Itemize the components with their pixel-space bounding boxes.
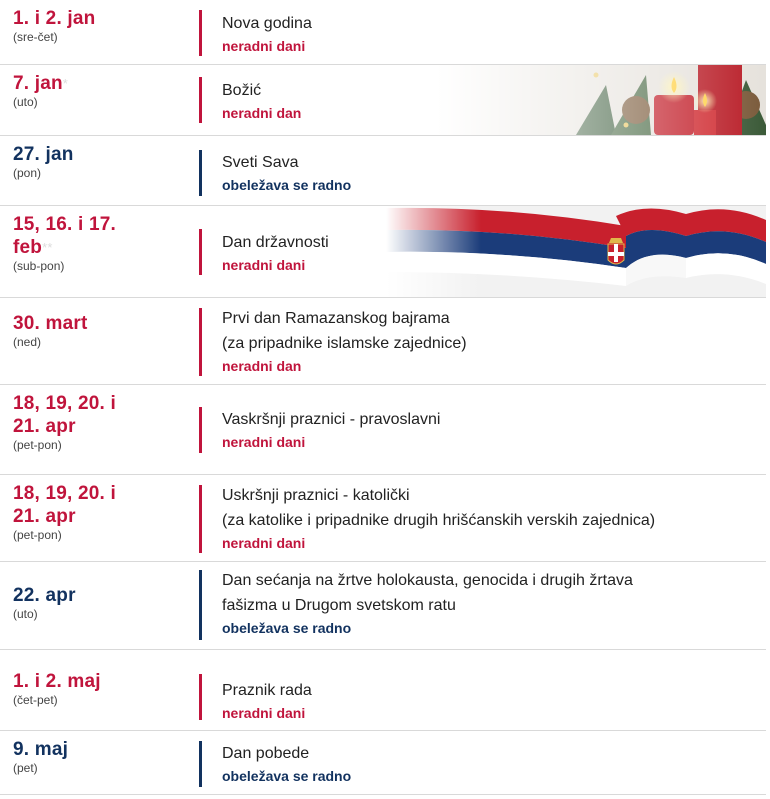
holiday-date: 27. jan (13, 144, 74, 165)
holiday-info (222, 78, 756, 122)
holiday-date-line2: 21. apr (13, 506, 76, 527)
holiday-info (222, 306, 756, 375)
holiday-info (222, 230, 756, 274)
holiday-date-block (13, 482, 188, 542)
holiday-date-block (13, 213, 188, 273)
footnote-mark: * (62, 76, 69, 91)
holiday-name-line1: Uskršnji praznici - katolički (222, 487, 410, 504)
holiday-date (13, 72, 188, 95)
holiday-weekday: (pon) (13, 166, 42, 180)
holiday-info (222, 483, 756, 552)
holiday-name-line1: Dan sećanja na žrtve holokausta, genocida i drugih žrtava (222, 572, 633, 589)
holiday-row-statehood-day (0, 206, 766, 298)
holiday-weekday: (uto) (13, 607, 38, 621)
holiday-date: 9. maj (13, 739, 69, 760)
holiday-status: neradni dani (222, 434, 306, 450)
holiday-status: neradni dani (222, 705, 306, 721)
status-bar (199, 229, 202, 275)
status-bar (199, 10, 202, 56)
holiday-date-line2 (13, 236, 188, 259)
holiday-date-line2: 21. apr (13, 416, 76, 437)
holiday-date-text: 7. jan (13, 73, 63, 94)
holiday-name: Vaskršnji praznici - pravoslavni (222, 411, 441, 428)
holiday-date: 22. apr (13, 585, 76, 606)
holiday-status: obeležava se radno (222, 177, 352, 193)
holiday-weekday: (ned) (13, 335, 42, 349)
holiday-date: 30. mart (13, 313, 88, 334)
holiday-date: 1. i 2. jan (13, 8, 96, 29)
holiday-weekday: (sub-pon) (13, 259, 65, 273)
holiday-name-line2: (za katolike i pripadnike drugih hrišćanskih verskih zajednica) (222, 512, 656, 529)
holiday-weekday: (pet-pon) (13, 438, 62, 452)
holiday-name: Dan pobede (222, 745, 310, 762)
status-bar (199, 407, 202, 453)
holiday-name-line2: fašizma u Drugom svetskom ratu (222, 597, 456, 614)
holiday-name: Božić (222, 82, 262, 99)
holiday-info (222, 568, 756, 637)
holiday-status: obeležava se radno (222, 620, 352, 636)
holiday-name: Dan državnosti (222, 234, 329, 251)
holiday-date-block (13, 143, 188, 180)
holiday-weekday: (čet-pet) (13, 693, 58, 707)
footnote-mark: ** (42, 240, 53, 255)
holiday-status: neradni dan (222, 358, 302, 374)
holiday-row-new-year (0, 0, 766, 65)
holiday-name: Praznik rada (222, 682, 312, 699)
holiday-status: obeležava se radno (222, 768, 352, 784)
holiday-row-labour-day (0, 650, 766, 731)
status-bar (199, 485, 202, 553)
holiday-status: neradni dani (222, 257, 306, 273)
holiday-row-victory-day (0, 731, 766, 795)
status-bar (199, 77, 202, 123)
holiday-date-line1: 15, 16. i 17. (13, 214, 116, 235)
holiday-row-saint-sava (0, 136, 766, 206)
holiday-row-christmas (0, 65, 766, 136)
holiday-info (222, 11, 756, 55)
holiday-info (222, 678, 756, 722)
holiday-date-line1: 18, 19, 20. i (13, 393, 116, 414)
status-bar (199, 308, 202, 376)
holiday-name: Sveti Sava (222, 154, 299, 171)
holiday-date-block (13, 7, 188, 44)
holiday-status: neradni dan (222, 105, 302, 121)
holiday-date: 1. i 2. maj (13, 671, 101, 692)
holiday-weekday: (pet) (13, 761, 38, 775)
holiday-row-catholic-easter (0, 475, 766, 562)
holiday-weekday: (pet-pon) (13, 528, 62, 542)
holiday-date-text: feb (13, 237, 43, 258)
holiday-row-holocaust-remembrance (0, 562, 766, 650)
holiday-info (222, 741, 756, 785)
holiday-row-ramadan-bayram (0, 298, 766, 385)
status-bar (199, 741, 202, 787)
holiday-date-block (13, 72, 188, 109)
holiday-status: neradni dani (222, 38, 306, 54)
holiday-name-line1: Prvi dan Ramazanskog bajrama (222, 310, 450, 327)
holiday-date-block (13, 738, 188, 775)
holiday-date-block (13, 670, 188, 707)
status-bar (199, 150, 202, 196)
holiday-date-block (13, 312, 188, 349)
holiday-info (222, 150, 756, 194)
holiday-name-line2: (za pripadnike islamske zajednice) (222, 335, 467, 352)
holiday-date-line1: 18, 19, 20. i (13, 483, 116, 504)
holiday-name: Nova godina (222, 15, 312, 32)
holiday-weekday: (uto) (13, 95, 38, 109)
holiday-row-orthodox-easter (0, 385, 766, 475)
holiday-status: neradni dani (222, 535, 306, 551)
holiday-date-block (13, 584, 188, 621)
holiday-date-block (13, 392, 188, 452)
status-bar (199, 674, 202, 720)
status-bar (199, 570, 202, 640)
holiday-weekday: (sre-čet) (13, 30, 58, 44)
holiday-info (222, 407, 756, 451)
